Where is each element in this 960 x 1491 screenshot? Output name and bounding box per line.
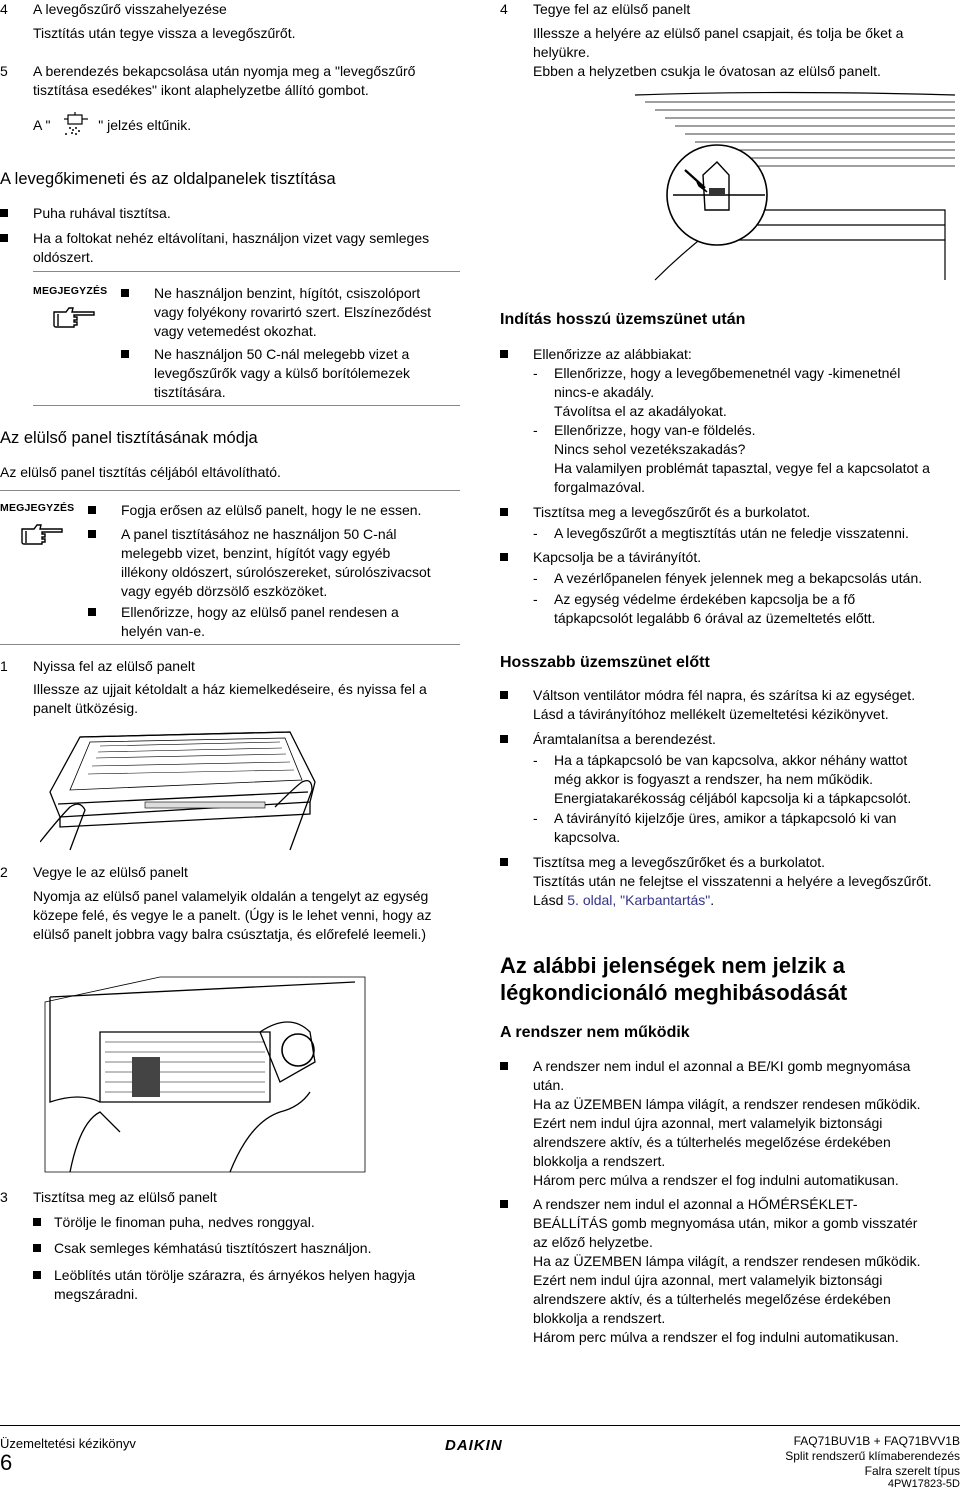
- shutdown-reference: [533, 891, 714, 910]
- dash: -: [533, 752, 538, 768]
- step-4-title: A levegőszűrő visszahelyezése: [33, 1, 227, 17]
- step-1-number: 1: [0, 658, 8, 674]
- symptom-1c: Ha az ÜZEMBEN lámpa világít, a rendszer rendesen működik.: [533, 1096, 921, 1112]
- bullet-square: [500, 553, 508, 561]
- daikin-logo: DAIKIN: [445, 1437, 503, 1454]
- restart-d3: A levegőszűrőt a megtisztítás után ne feledje visszatenni.: [554, 525, 909, 541]
- bullet-square: [500, 858, 508, 866]
- shutdown-d1c: Energiatakarékosság céljából kapcsolja ki a tápkapcsolót.: [554, 790, 912, 806]
- remove-panel-illustration: [40, 972, 370, 1177]
- note-label: MEGJEGYZÉS: [0, 502, 75, 514]
- step-3-bullet-2: Csak semleges kémhatású tisztítószert használjon.: [54, 1240, 372, 1256]
- icon-sentence-prefix: A ": [33, 117, 51, 133]
- bullet-square: [33, 1271, 41, 1279]
- shutdown-d1b: még akkor is fogyaszt a rendszer, ha nem működik.: [554, 771, 874, 787]
- step-4r-text-3: Ebben a helyzetben csukja le óvatosan az elülső panelt.: [533, 63, 881, 79]
- restart-d4: A vezérlőpanelen fények jelennek meg a bekapcsolás után.: [554, 570, 923, 586]
- bullet-square: [121, 350, 129, 358]
- step-3-bullet-1: Törölje le finoman puha, nedves ronggyal.: [54, 1214, 315, 1230]
- footer-rule: [0, 1425, 960, 1426]
- symptom-1d: Ezért nem indul újra azonnal, mert valamelyik biztonsági: [533, 1115, 883, 1131]
- step-3-bullet-3b: megszáradni.: [54, 1286, 139, 1302]
- restart-d1c: Távolítsa el az akadályokat.: [554, 403, 727, 419]
- bullet-square: [33, 1218, 41, 1226]
- shutdown-bullet-1b: Lásd a távirányítóhoz mellékelt üzemeltetési kézikönyvet.: [533, 706, 889, 722]
- step-4-text: Tisztítás után tegye vissza a levegőszűrőt.: [33, 25, 296, 41]
- open-panel-illustration: [40, 722, 340, 852]
- outlet-bullet-2a: Ha a foltokat nehéz eltávolítani, használjon vizet vagy semleges: [33, 230, 430, 246]
- front-section-title: Az elülső panel tisztításának módja: [0, 429, 258, 447]
- bullet-square: [88, 506, 96, 514]
- step-3-number: 3: [0, 1189, 8, 1205]
- note-bottom-rule: [33, 405, 460, 406]
- note-2b: levegőszűrők vagy a külső borítólemezek: [154, 365, 411, 381]
- shutdown-bullet-3: Tisztítsa meg a levegőszűrőket és a burkolatot.: [533, 854, 826, 870]
- note-1a: Ne használjon benzint, hígítót, csiszolóport: [154, 285, 421, 301]
- pointing-hand-icon: [52, 302, 96, 330]
- step-4-number: 4: [0, 1, 8, 17]
- footer-product: Split rendszerű klímaberendezés: [785, 1449, 960, 1463]
- step-5-line2: tisztítása esedékes" ikont alaphelyzetbe állító gombot.: [33, 82, 369, 98]
- step-3-bullet-3a: Leöblítés után törölje szárazra, és árnyékos helyen hagyja: [54, 1267, 416, 1283]
- bullet-square: [500, 508, 508, 516]
- restart-bullet-2: Tisztítsa meg a levegőszűrőt és a burkolatot.: [533, 504, 811, 520]
- step-5-line1: A berendezés bekapcsolása után nyomja meg a "levegőszűrő: [33, 63, 416, 79]
- symptom-2h: Három perc múlva a rendszer el fog indulni automatikusan.: [533, 1329, 899, 1345]
- note-bottom-rule: [0, 644, 460, 645]
- front-note-3b: helyén van-e.: [121, 623, 206, 639]
- symptom-1g: Három perc múlva a rendszer el fog indulni automatikusan.: [533, 1172, 899, 1188]
- step-4r-text-1: Illessze a helyére az elülső panel csapjait, és tolja be őket a: [533, 25, 904, 41]
- shutdown-bullet-1a: Váltson ventilátor módra fél napra, és szárítsa ki az egységet.: [533, 687, 916, 703]
- step-2-number: 2: [0, 864, 8, 880]
- symptom-1e: alrendszere aktív, és a túlterhelés megelőzése érdekében: [533, 1134, 891, 1150]
- note-2c: tisztítására.: [154, 384, 226, 400]
- bullet-square: [88, 530, 96, 538]
- footer-page-number: 6: [0, 1450, 13, 1475]
- step-5-number: 5: [0, 63, 8, 79]
- dash: -: [533, 422, 538, 438]
- bullet-square: [121, 289, 129, 297]
- bullet-square: [33, 1244, 41, 1252]
- restart-d2a: Ellenőrizze, hogy van-e földelés.: [554, 422, 756, 438]
- attach-panel-illustration: [625, 90, 960, 285]
- shutdown-bullet-3b: Tisztítás után ne felejtse el visszatenni a helyére a levegőszűrőt.: [533, 873, 932, 889]
- restart-d2b: Nincs sehol vezetékszakadás?: [554, 441, 746, 457]
- restart-d1b: nincs-e akadály.: [554, 384, 655, 400]
- left-column: [0, 0, 460, 1400]
- footer: [0, 1420, 960, 1489]
- restart-d2c: Ha valamilyen problémát tapasztal, vegye fel a kapcsolatot a: [554, 460, 930, 476]
- symptoms-subtitle: A rendszer nem működik: [500, 1024, 690, 1041]
- restart-d5a: Az egység védelme érdekében kapcsolja be a fő: [554, 591, 856, 607]
- reference-suffix: .: [710, 892, 715, 908]
- front-note-2c: illékony oldószert, súrolószereket, súrolószivacsot: [121, 564, 431, 580]
- symptom-2e: Ezért nem indul újra azonnal, mert valamelyik biztonsági: [533, 1272, 883, 1288]
- note-top-rule: [0, 490, 460, 491]
- step-2-title: Vegye le az elülső panelt: [33, 864, 188, 880]
- restart-d2d: forgalmazóval.: [554, 479, 646, 495]
- step-2-text-3: elülső panelt jobbra vagy balra csúsztatja, és előrefelé leemeli.): [33, 926, 426, 942]
- symptom-2g: blokkolja a rendszert.: [533, 1310, 666, 1326]
- icon-sentence-suffix: " jelzés eltűnik.: [98, 117, 192, 133]
- symptom-1a: A rendszer nem indul el azonnal a BE/KI gomb megnyomása: [533, 1058, 911, 1074]
- shutdown-bullet-2: Áramtalanítsa a berendezést.: [533, 731, 716, 747]
- front-note-2b: melegebb vizet, benzint, hígítót vagy egyéb: [121, 545, 391, 561]
- bullet-square: [500, 691, 508, 699]
- step-1-text-2: panelt ütközésig.: [33, 700, 139, 716]
- dash: -: [533, 591, 538, 607]
- restart-d5b: tápkapcsolót legalább 6 órával az üzemeltetés előtt.: [554, 610, 876, 626]
- step-3-title: Tisztítsa meg az elülső panelt: [33, 1189, 217, 1205]
- note-1c: vagy vetemedést okozhat.: [154, 323, 317, 339]
- symptom-2c: az előző helyzetbe.: [533, 1234, 653, 1250]
- restart-section-title: Indítás hosszú üzemszünet után: [500, 311, 746, 328]
- filter-icon-sentence: [33, 112, 191, 138]
- symptom-2d: Ha az ÜZEMBEN lámpa világít, a rendszer rendesen működik.: [533, 1253, 921, 1269]
- right-column: [500, 0, 960, 1400]
- footer-type: Falra szerelt típus: [864, 1464, 960, 1478]
- symptom-1b: után.: [533, 1077, 565, 1093]
- outlet-bullet-2b: oldószert.: [33, 249, 94, 265]
- symptom-2a: A rendszer nem indul el azonnal a HŐMÉRSÉKLET-: [533, 1196, 858, 1212]
- note-1b: vagy folyékony rovarirtó szert. Elszíneződést: [154, 304, 432, 320]
- shutdown-d2b: kapcsolva.: [554, 829, 621, 845]
- symptom-2b: BEÁLLÍTÁS gomb megnyomása után, mikor a gomb visszatér: [533, 1215, 918, 1231]
- footer-manual-title: Üzemeltetési kézikönyv: [0, 1436, 136, 1451]
- note-2a: Ne használjon 50 C-nál melegebb vizet a: [154, 346, 410, 362]
- step-4r-number: 4: [500, 1, 508, 17]
- footer-doc-number: 4PW17823-5D: [887, 1478, 960, 1490]
- dash: -: [533, 525, 538, 541]
- footer-model: FAQ71BUV1B + FAQ71BVV1B: [793, 1434, 960, 1448]
- shutdown-d2a: A távirányító kijelzője üres, amikor a tápkapcsoló ki van: [554, 810, 897, 826]
- bullet-square: [0, 209, 8, 217]
- maintenance-page-link[interactable]: 5. oldal, "Karbantartás": [567, 892, 711, 908]
- restart-bullet-3: Kapcsolja be a távirányítót.: [533, 549, 702, 565]
- shutdown-d1a: Ha a tápkapcsoló be van kapcsolva, akkor néhány wattot: [554, 752, 908, 768]
- bullet-square: [500, 350, 508, 358]
- step-2-text-2: közepe felé, és vegye le a panelt. (Úgy is le lehet venni, hogy az: [33, 907, 432, 923]
- step-4r-title: Tegye fel az elülső panelt: [533, 1, 691, 17]
- restart-d1a: Ellenőrizze, hogy a levegőbemenetnél vagy -kimenetnél: [554, 365, 901, 381]
- step-4r-text-2: helyükre.: [533, 44, 590, 60]
- symptoms-title-2: légkondicionáló meghibásodását: [500, 980, 848, 1005]
- symptom-2f: alrendszere aktív, és a túlterhelés megelőzése érdekében: [533, 1291, 891, 1307]
- bullet-square: [500, 1062, 508, 1070]
- step-1-text-1: Illessze az ujjait kétoldalt a ház kiemelkedéseire, és nyissa fel a: [33, 681, 427, 697]
- bullet-square: [500, 735, 508, 743]
- front-note-1: Fogja erősen az elülső panelt, hogy le ne essen.: [121, 502, 422, 518]
- dash: -: [533, 365, 538, 381]
- front-note-2d: vagy egyéb dörzsölő eszközöket.: [121, 583, 328, 599]
- outlet-section-title: A levegőkimeneti és az oldalpanelek tisztítása: [0, 170, 336, 188]
- bullet-square: [88, 608, 96, 616]
- filter-sign-icon: [54, 112, 94, 138]
- note-label: MEGJEGYZÉS: [33, 285, 108, 297]
- pointing-hand-icon: [20, 519, 64, 547]
- front-intro: Az elülső panel tisztítás céljából eltávolítható.: [0, 464, 281, 480]
- dash: -: [533, 810, 538, 826]
- dash: -: [533, 570, 538, 586]
- front-note-2a: A panel tisztításához ne használjon 50 C-nál: [121, 526, 397, 542]
- bullet-square: [0, 234, 8, 242]
- bullet-square: [500, 1200, 508, 1208]
- reference-prefix: Lásd: [533, 892, 568, 908]
- step-1-title: Nyissa fel az elülső panelt: [33, 658, 195, 674]
- shutdown-section-title: Hosszabb üzemszünet előtt: [500, 654, 710, 671]
- symptoms-title-1: Az alábbi jelenségek nem jelzik a: [500, 953, 845, 978]
- outlet-bullet-1: Puha ruhával tisztítsa.: [33, 205, 171, 221]
- restart-bullet-1: Ellenőrizze az alábbiakat:: [533, 346, 692, 362]
- symptom-1f: blokkolja a rendszert.: [533, 1153, 666, 1169]
- step-2-text-1: Nyomja az elülső panel valamelyik oldalán a tengelyt az egység: [33, 888, 429, 904]
- note-top-rule: [33, 271, 460, 272]
- front-note-3a: Ellenőrizze, hogy az elülső panel rendesen a: [121, 604, 399, 620]
